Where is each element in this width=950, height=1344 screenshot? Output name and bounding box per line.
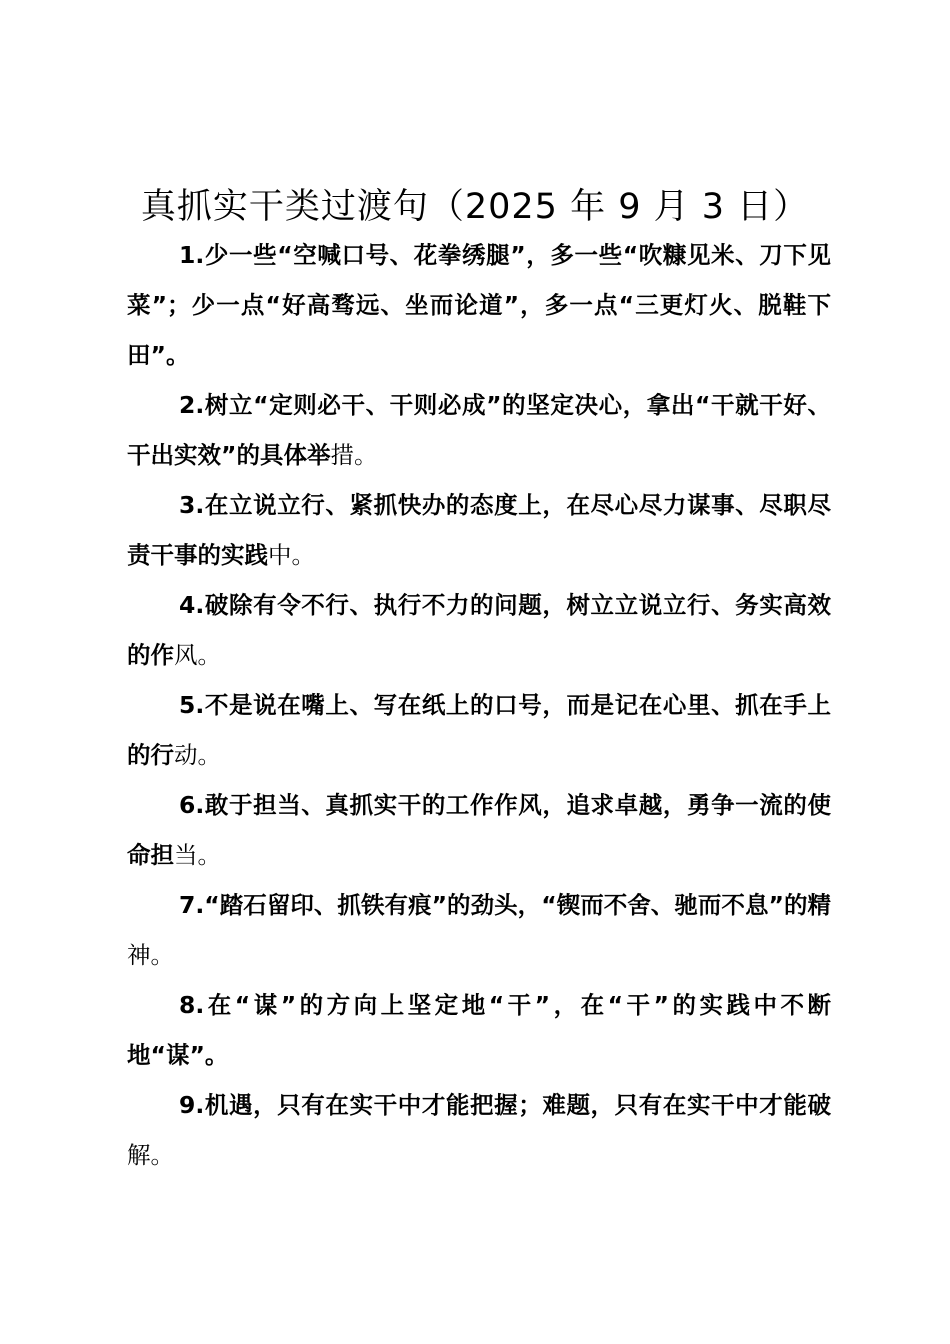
item-text: 4.破除有令不行、执行不力的问题，树立立说立行、务实高效的作 [127, 591, 831, 669]
list-item [127, 480, 831, 580]
list-item [127, 980, 831, 1080]
list-item [127, 680, 831, 780]
item-tail-text: 当。 [174, 841, 221, 869]
list-item [127, 230, 831, 380]
item-tail-text: 动。 [174, 741, 221, 769]
item-tail-text: 神。 [127, 941, 174, 969]
list-item [127, 1080, 831, 1180]
list-item [127, 880, 831, 980]
item-text: 2.树立“定则必干、干则必成”的坚定决心，拿出“干就干好、干出实效”的具体举 [127, 391, 831, 469]
list-item [127, 780, 831, 880]
item-tail-text: 中。 [268, 541, 315, 569]
item-text: 6.敢于担当、真抓实干的工作作风，追求卓越，勇争一流的使命担 [127, 791, 831, 869]
list-item [127, 380, 831, 480]
item-text: 7.“踏石留印、抓铁有痕”的劲头，“锲而不舍、驰而不息”的精 [179, 891, 831, 919]
item-tail-text: 解。 [127, 1141, 174, 1169]
list-item [127, 580, 831, 680]
item-text: 3.在立说立行、紧抓快办的态度上，在尽心尽力谋事、尽职尽责干事的实践 [127, 491, 831, 569]
item-tail-text: 风。 [174, 641, 221, 669]
item-tail-text: 措。 [330, 441, 378, 469]
item-text: 9.机遇，只有在实干中才能把握；难题，只有在实干中才能破 [179, 1091, 831, 1119]
item-text: 1.少一些“空喊口号、花拳绣腿”，多一些“吹糠见米、刀下见菜”；少一点“好高骛远、坐而论道”，多一点“三更灯火、脱鞋下田”。 [127, 241, 831, 369]
item-text: 8.在“谋”的方向上坚定地“干”，在“干”的实践中不断地“谋”。 [127, 991, 831, 1069]
sentence-list [127, 230, 831, 1180]
page-title: 真抓实干类过渡句（2025 年 9 月 3 日） [140, 187, 810, 227]
item-text: 5.不是说在嘴上、写在纸上的口号，而是记在心里、抓在手上的行 [127, 691, 831, 769]
